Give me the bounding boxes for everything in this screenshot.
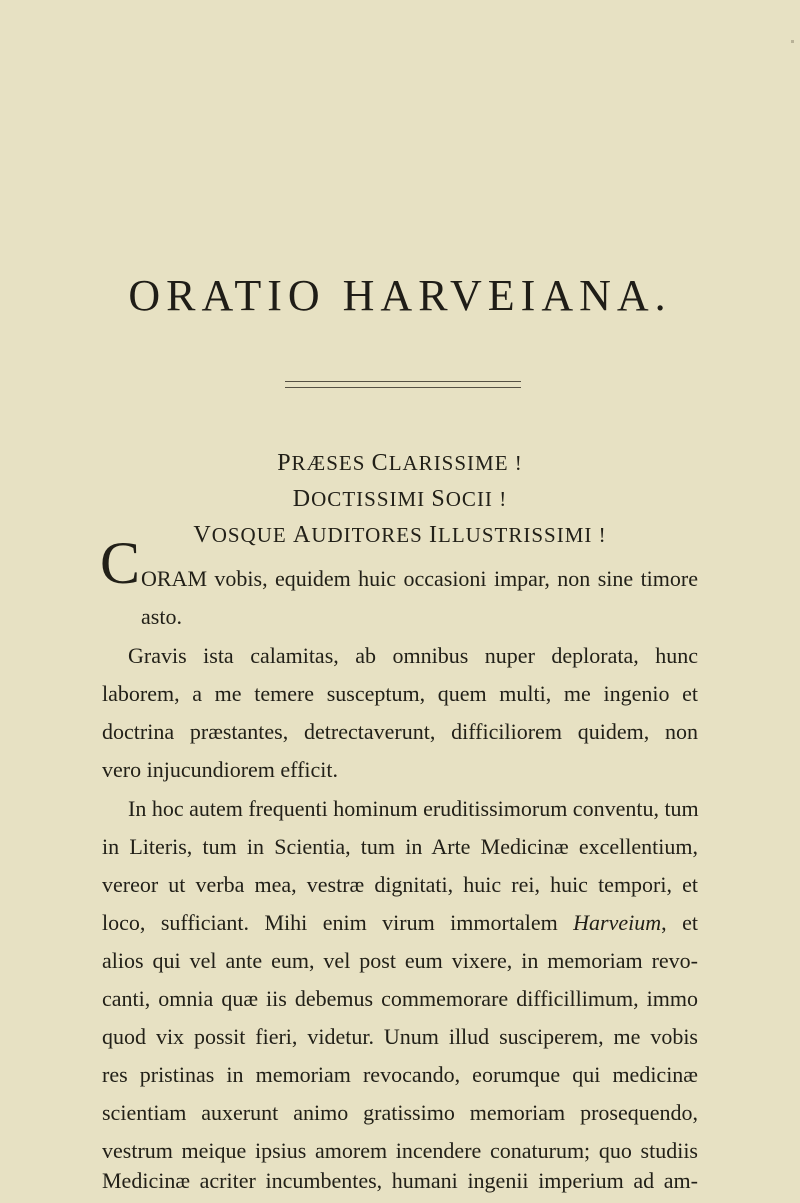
salutation-word: !	[598, 523, 607, 547]
page-title: ORATIO HARVEIANA.	[128, 271, 672, 320]
paragraph-1-line-2: asto.	[141, 604, 182, 629]
salutation-word: SOCII	[431, 486, 493, 512]
paragraph-3-line-2: in Literis, tum in Scientia, tum in Arte Medicinæ excellentium,	[102, 834, 698, 859]
paragraph-3-line-11: Medicinæ acriter incumbentes, humani ingenii imperium ad am-	[102, 1168, 698, 1193]
salutation-word: AUDITORES	[292, 522, 423, 548]
paragraph-2-line-1: Gravis ista calamitas, ab omnibus nuper deplorata, hunc	[128, 643, 698, 668]
paragraph-2-line-2: laborem, a me temere susceptum, quem multi, me ingenio et	[102, 681, 698, 706]
paragraph-3-line-4-end: , et	[661, 910, 698, 935]
emphasis-name-harveium: Harveium	[573, 910, 662, 935]
paragraph-3-line-10: vestrum meique ipsius amorem incendere conaturum; quo studiis	[102, 1138, 698, 1163]
paragraph-2-line-4: vero injucundiorem efficit.	[102, 757, 339, 782]
salutation-word: !	[514, 451, 523, 475]
paragraph-3-line-4-text: loco, sufficiant. Mihi enim virum immortalem	[102, 910, 574, 935]
paragraph-3-line-9: scientiam auxerunt animo gratissimo memoriam prosequendo,	[102, 1100, 698, 1125]
paragraph-3-line-4	[102, 910, 698, 936]
salutation-word: CLARISSIME	[371, 450, 509, 476]
paragraph-3-line-8: res pristinas in memoriam revocando, eorumque qui medicinæ	[102, 1062, 698, 1087]
salutation-word: !	[499, 487, 508, 511]
paragraph-3-line-1: In hoc autem frequenti hominum eruditissimorum conventu, tum	[128, 796, 699, 821]
paragraph-3-line-5: alios qui vel ante eum, vel post eum vixere, in memoriam revo-	[102, 948, 698, 973]
salutation-line-1	[0, 450, 800, 477]
salutation-word: PRÆSES	[277, 450, 366, 476]
page-speck	[791, 40, 794, 43]
salutation-word: VOSQUE	[193, 522, 287, 548]
salutation-word: DOCTISSIMI	[292, 486, 426, 512]
salutation-line-2	[0, 486, 800, 513]
paragraph-3-line-6: canti, omnia quæ iis debemus commemorare difficillimum, immo	[102, 986, 698, 1011]
paragraph-2-line-3: doctrina præstantes, detrectaverunt, difficiliorem quidem, non	[102, 719, 698, 744]
salutation-word: ILLUSTRISSIMI	[429, 522, 593, 548]
paragraph-3-line-7: quod vix possit fieri, videtur. Unum illud susciperem, me vobis	[102, 1024, 698, 1049]
paragraph-3-line-3: vereor ut verba mea, vestræ dignitati, huic rei, huic tempori, et	[102, 872, 698, 897]
paragraph-1-line-1: ORAM vobis, equidem huic occasioni impar, non sine timore	[141, 566, 698, 591]
double-rule-divider	[285, 381, 521, 388]
drop-cap: C	[100, 530, 141, 596]
